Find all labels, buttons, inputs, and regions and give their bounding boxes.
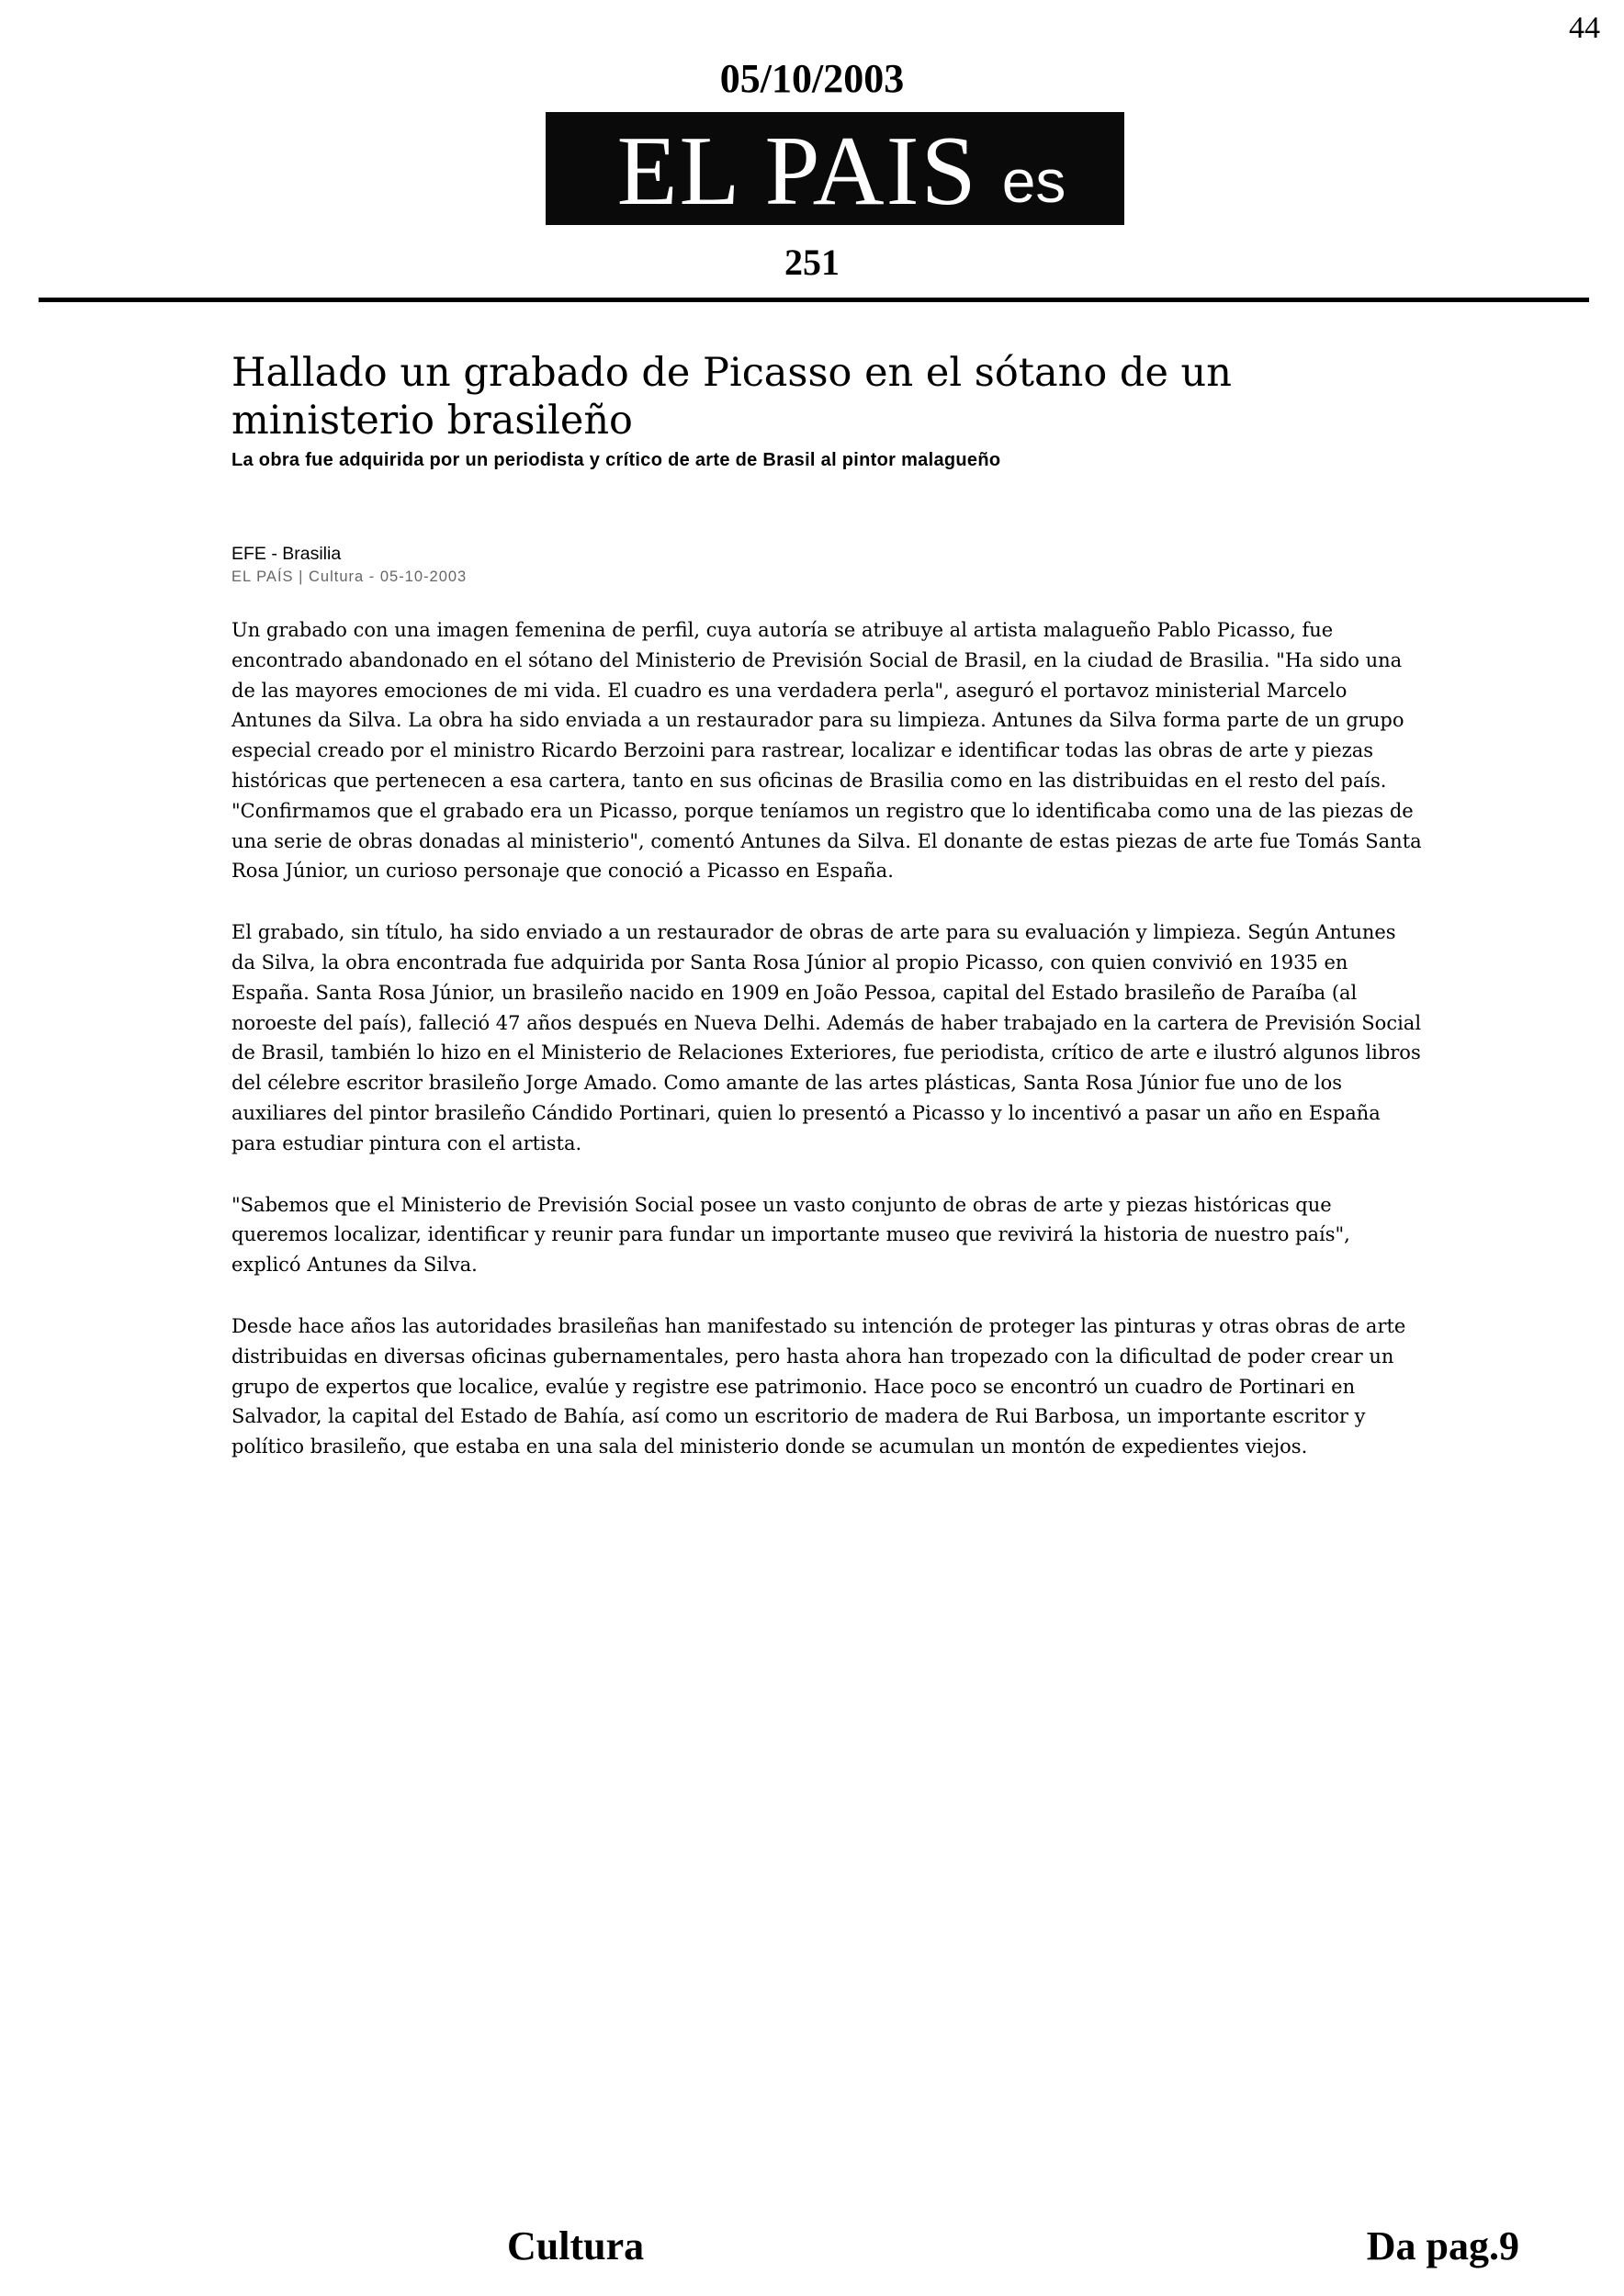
press-clipping-number: 251 <box>784 242 840 283</box>
clip-date: 05/10/2003 <box>719 56 905 101</box>
article <box>231 349 1426 1493</box>
footer-section-label: Cultura <box>507 2223 645 2268</box>
header-divider <box>39 298 1589 302</box>
article-section-date: EL PAÍS | Cultura - 05-10-2003 <box>231 568 468 585</box>
logo-main-text: EL PAIS <box>616 116 978 226</box>
article-paragraph: El grabado, sin título, ha sido enviado a un restaurador de obras de arte para su evaluación y limpieza. Según Antunes da Silva, la obra encontrada fue adquirida por Santa Rosa Júnior al propio Picasso, con quien convivió en 1935 en España. Santa Rosa Júnior, un brasileño nacido en 1909 en João Pessoa, capital del Estado brasileño de Paraíba (al noroeste del país), falleció 47 años después en Nueva Delhi. Además de haber trabajado en la cartera de Previsión Social de Brasil, también lo hizo en el Ministerio de Relaciones Exteriores, fue periodista, crítico de arte e ilustró algunos libros del célebre escritor brasileño Jorge Amado. Como amante de las artes plásticas, Santa Rosa Júnior fue uno de los auxiliares del pintor brasileño Cándido Portinari, quien lo presentó a Picasso y lo incentivó a pasar un año en España para estudiar pintura con el artista. <box>231 921 1422 1154</box>
article-body <box>231 615 1426 1462</box>
page-number: 44 <box>1569 11 1600 45</box>
article-paragraph: Un grabado con una imagen femenina de perfil, cuya autoría se atribuye al artista malagueño Pablo Picasso, fue encontrado abandonado en el sótano del Ministerio de Previsión Social de Brasil, en la ciudad de Brasilia. "Ha sido una de las mayores emociones de mi vida. El cuadro es una verdadera perla", aseguró el portavoz ministerial Marcelo Antunes da Silva. La obra ha sido enviada a un restaurador para su limpieza. Antunes da Silva forma parte de un grupo especial creado por el ministro Ricardo Berzoini para rastrear, localizar e identificar todas las obras de arte y piezas históricas que pertenecen a esa cartera, tanto en sus oficinas de Brasilia como en las distribuidas en el resto del país. "Confirmamos que el grabado era un Picasso, porque teníamos un registro que lo identificaba como una de las piezas de una serie de obras donadas al ministerio", comentó Antunes da Silva. El donante de estas piezas de arte fue Tomás Santa Rosa Júnior, un curioso personaje que conoció a Picasso en España. <box>231 619 1422 883</box>
article-headline: Hallado un grabado de Picasso en el sótano de un ministerio brasileño <box>231 350 1232 444</box>
article-paragraph: "Sabemos que el Ministerio de Previsión Social posee un vasto conjunto de obras de arte y piezas históricas que queremos localizar, identificar y reunir para fundar un importante museo que revivirá la historia de nuestro país", explicó Antunes da Silva. <box>231 1193 1350 1277</box>
article-byline: EFE - Brasilia <box>231 544 342 564</box>
article-paragraph: Desde hace años las autoridades brasileñas han manifestado su intención de proteger las pinturas y otras obras de arte distribuidas en diversas oficinas gubernamentales, pero hasta ahora han tropezado con la dificultad de poder crear un grupo de expertos que localice, evalúe y registre ese patrimonio. Hace poco se encontró un cuadro de Portinari en Salvador, la capital del Estado de Bahía, así como un escritorio de madera de Rui Barbosa, un importante escritor y político brasileño, que estaba en una sala del ministerio donde se acumulan un montón de expedientes viejos. <box>231 1314 1406 1458</box>
el-pais-logo <box>546 112 1124 225</box>
article-subheadline: La obra fue adquirida por un periodista y crítico de arte de Brasil al pintor malagueño <box>231 450 1001 470</box>
footer-page-reference: Da pag.9 <box>1366 2223 1519 2268</box>
logo-suffix-text: es <box>1001 146 1066 215</box>
